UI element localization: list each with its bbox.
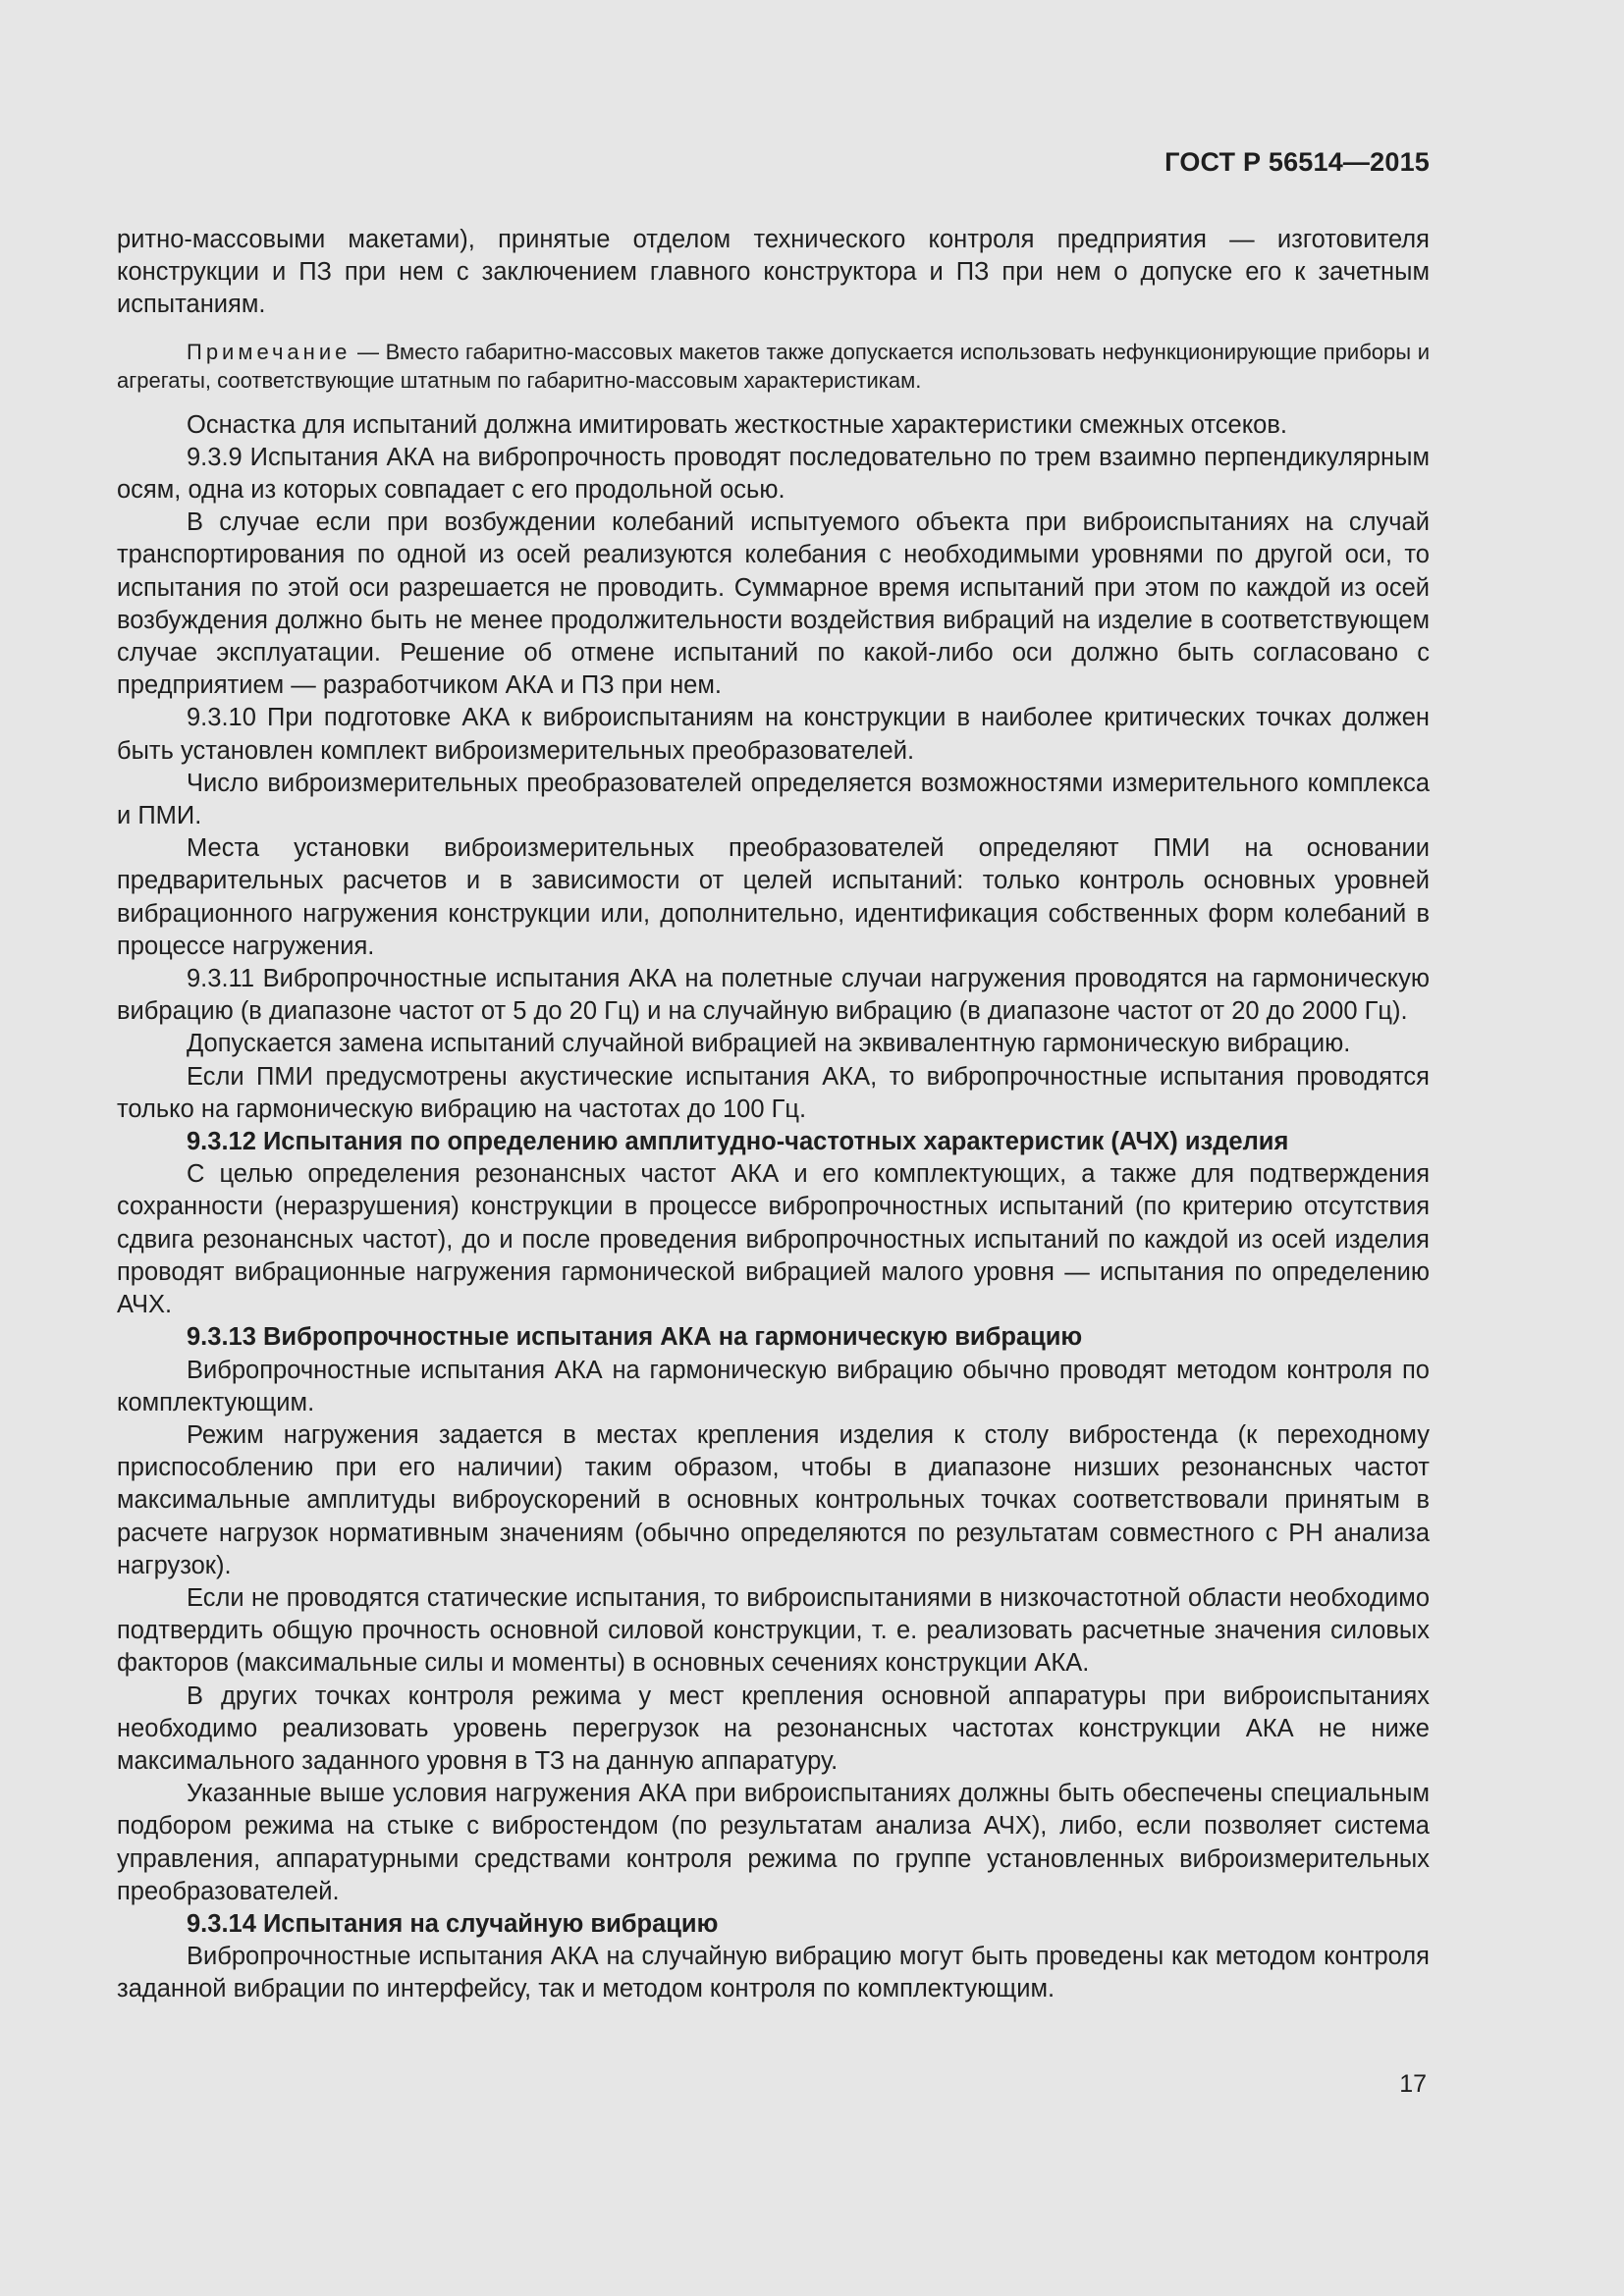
paragraph: В случае если при возбуждении колебаний испытуемого объекта при виброиспытаниях на случай транспортирования по одной из осей реализуются колебания с необходимыми уровнями по другой оси, то испытания по этой оси разрешается не проводить. Суммарное время испытаний при этом по каждой из осей возбуждения должно быть не менее продолжительности воздействия вибраций на изделие в соответствующем случае эксплуатации. Решение об отмене испытаний по какой-либо оси должно быть согласовано с предприятием — разработчиком АКА и ПЗ при нем. (117, 508, 1430, 700)
paragraph: Допускается замена испытаний случайной вибрацией на эквивалентную гармоническую вибрацию. (187, 1030, 1351, 1058)
note-label: Примечание (187, 339, 352, 364)
paragraph: Число виброизмерительных преобразователей определяется возможностями измерительного комплекса и ПМИ. (117, 769, 1430, 830)
paragraph: Указанные выше условия нагружения АКА при виброиспытаниях должны быть обеспечены специальным подбором режима на стыке с вибростендом (по результатам анализа АЧХ), либо, если позволяет система управления, аппаратурными средствами контроля режима по группе установленных виброизмерительных преобразователей. (117, 1780, 1430, 1905)
note-text: — Вместо габаритно-массовых макетов также допускается использовать нефункционирующие приборы и агрегаты, соответствующие штатным по габаритно-массовым характеристикам. (117, 339, 1430, 393)
document-code-header: ГОСТ Р 56514—2015 (1164, 147, 1430, 177)
paragraph: Режим нагружения задается в местах крепления изделия к столу вибростенда (к переходному приспособлению при его наличии) таким образом, чтобы в диапазоне низших резонансных частот максимальные амплитуды виброускорений в основных контрольных точках соответствовали принятым в расчете нагрузок нормативным значениям (обычно определяются по результатам совместного с РН анализа нагрузок). (117, 1420, 1430, 1579)
paragraph: ритно-массовыми макетами), принятые отделом технического контроля предприятия — изготовителя конструкции и ПЗ при нем с заключением главного конструктора и ПЗ при нем о допуске его к зачетным испытаниям. (117, 226, 1430, 319)
paragraph: Места установки виброизмерительных преобразователей определяют ПМИ на основании предварительных расчетов и в зависимости от целей испытаний: только контроль основных уровней вибрационного нагружения конструкции или, дополнительно, идентификация собственных форм колебаний в процессе нагружения. (117, 834, 1430, 960)
paragraph: Оснастка для испытаний должна имитировать жесткостные характеристики смежных отсеков. (187, 410, 1287, 439)
section-heading: 9.3.12 Испытания по определению амплитудно-частотных характеристик (АЧХ) изделия (187, 1128, 1289, 1156)
paragraph: В других точках контроля режима у мест крепления основной аппаратуры при виброиспытаниях необходимо реализовать уровень перегрузок на резонансных частотах конструкции АКА не ниже максимального заданного уровня в ТЗ на данную аппаратуру. (117, 1682, 1430, 1775)
note-paragraph (117, 338, 1430, 395)
section-heading: 9.3.13 Вибропрочностные испытания АКА на гармоническую вибрацию (187, 1323, 1083, 1352)
paragraph: 9.3.10 При подготовке АКА к виброиспытаниям на конструкции в наиболее критических точках должен быть установлен комплект виброизмерительных преобразователей. (117, 704, 1430, 765)
paragraph: Вибропрочностные испытания АКА на гармоническую вибрацию обычно проводят методом контроля по комплектующим. (117, 1356, 1430, 1416)
page-number: 17 (1399, 2070, 1427, 2098)
paragraph: 9.3.9 Испытания АКА на вибропрочность проводят последовательно по трем взаимно перпендикулярным осям, одна из которых совпадает с его продольной осью. (117, 443, 1430, 505)
paragraph: Если ПМИ предусмотрены акустические испытания АКА, то вибропрочностные испытания проводятся только на гармоническую вибрацию на частотах до 100 Гц. (117, 1062, 1430, 1123)
paragraph: Вибропрочностные испытания АКА на случайную вибрацию могут быть проведены как методом контроля заданной вибрации по интерфейсу, так и методом контроля по комплектующим. (117, 1943, 1430, 2003)
section-heading: 9.3.14 Испытания на случайную вибрацию (187, 1909, 719, 1938)
paragraph: Если не проводятся статические испытания, то виброиспытаниями в низкочастотной области необходимо подтвердить общую прочность основной силовой конструкции, т. е. реализовать расчетные значения силовых факторов (максимальные силы и моменты) в основных сечениях конструкции АКА. (117, 1583, 1430, 1678)
paragraph: С целью определения резонансных частот АКА и его комплектующих, а также для подтверждения сохранности (неразрушения) конструкции в процессе вибропрочностных испытаний (по критерию отсутствия сдвига резонансных частот), до и после проведения вибропрочностных испытаний по каждой из осей изделия проводят вибрационные нагружения гармонической вибрацией малого уровня — испытания по определению АЧХ. (117, 1160, 1430, 1319)
document-body (117, 224, 1430, 2006)
paragraph: 9.3.11 Вибропрочностные испытания АКА на полетные случаи нагружения проводятся на гармоническую вибрацию (в диапазоне частот от 5 до 20 Гц) и на случайную вибрацию (в диапазоне частот от 20 до 2000 Гц). (117, 965, 1430, 1026)
